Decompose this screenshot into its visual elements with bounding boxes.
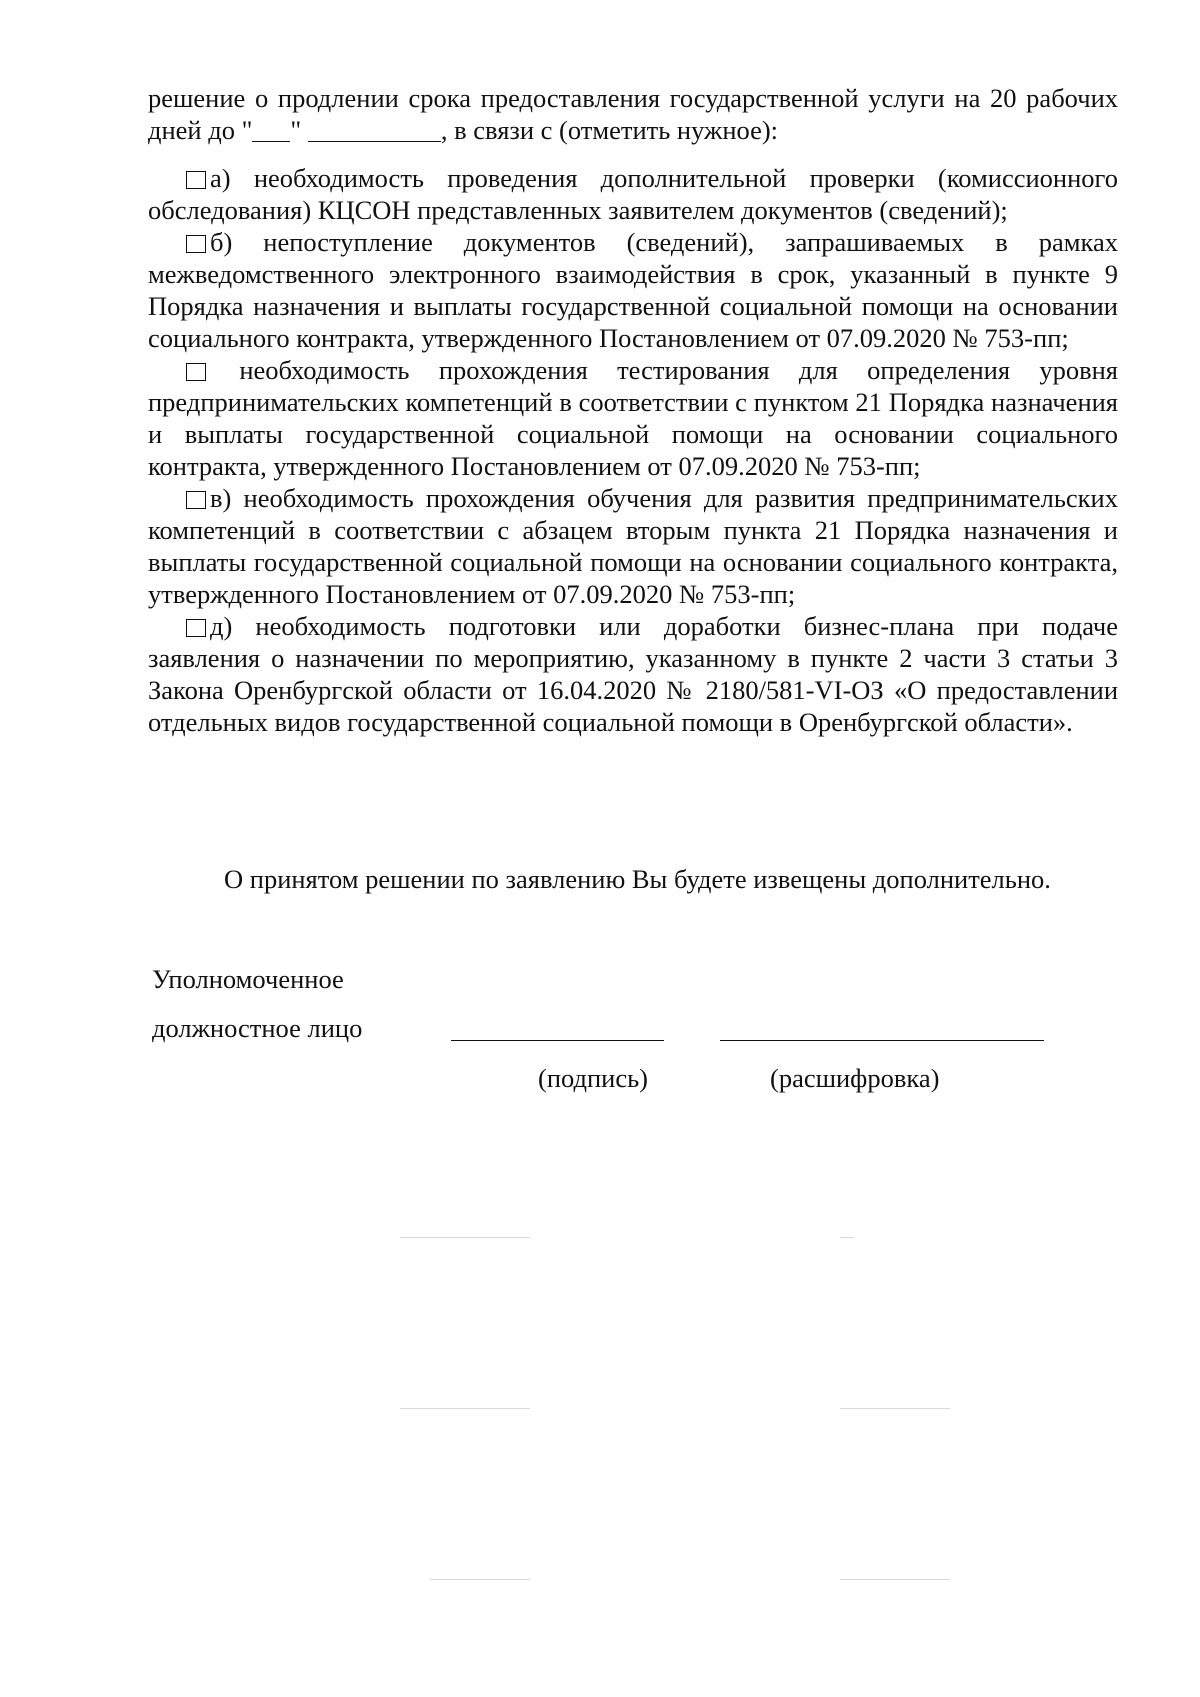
signature-caption: (подпись)	[538, 1063, 649, 1093]
intro-text: решение о продлении срока предоставления государственной услуги на 20 рабочих дней до	[148, 83, 1118, 145]
option-b	[148, 226, 1118, 354]
scan-speck	[840, 1408, 950, 1409]
intro-tail: , в связи с (отметить нужное):	[440, 115, 779, 145]
scan-speck	[840, 1579, 950, 1580]
quote-open: "	[241, 115, 253, 145]
signature-line	[451, 1040, 664, 1041]
option-a-text: а) необходимость проведения дополнительной проверки (комиссионного обследования) КЦСОН представленных заявителем документов (сведений);	[148, 163, 1118, 225]
scan-speck	[840, 1237, 854, 1238]
day-blank	[252, 119, 290, 142]
checkbox-icon[interactable]	[186, 363, 206, 381]
option-testing-text: необходимость прохождения тестирования для определения уровня предпринимательских компетенций в соответствии с пунктом 21 Порядка назначения и выплаты государственной социальной помощи на основании социального контракта, утвержденного Постановлением от 07.09.2020 № 753-пп;	[148, 355, 1118, 481]
option-b-text: б) непоступление документов (сведений), запрашиваемых в рамках межведомственного электронного взаимодействия в срок, указанный в пункте 9 Порядка назначения и выплаты государственной социальной помощи на основании социального контракта, утвержденного Постановлением от 07.09.2020 № 753-пп;	[148, 227, 1118, 353]
option-a	[148, 162, 1118, 226]
signatory-label-line2: должностное лицо	[152, 1013, 363, 1043]
checkbox-icon[interactable]	[186, 171, 206, 189]
intro-paragraph	[148, 82, 1118, 146]
closing-statement: О принятом решении по заявлению Вы будете извещены дополнительно.	[224, 864, 1051, 894]
option-testing	[148, 354, 1118, 482]
option-d	[148, 610, 1118, 738]
options-list	[148, 162, 1118, 738]
scan-speck	[400, 1408, 530, 1409]
option-d-text: д) необходимость подготовки или доработки бизнес-плана при подаче заявления о назначении по мероприятию, указанному в пункте 2 части 3 статьи 3 Закона Оренбургской области от 16.04.2020 № 2180/581-VI-ОЗ «О предоставлении отдельных видов государственной социальной помощи в Оренбургской области».	[148, 611, 1118, 737]
quote-close: "	[290, 115, 302, 145]
signatory-label-line1: Уполномоченное	[152, 964, 344, 994]
month-blank	[308, 119, 441, 142]
checkbox-icon[interactable]	[186, 235, 206, 253]
option-v-text: в) необходимость прохождения обучения для развития предпринимательских компетенций в соответствии с абзацем вторым пункта 21 Порядка назначения и выплаты государственной социальной помощи на основании социального контракта, утвержденного Постановлением от 07.09.2020 № 753-пп;	[148, 483, 1118, 609]
scan-speck	[430, 1579, 530, 1580]
option-v	[148, 482, 1118, 610]
checkbox-icon[interactable]	[186, 619, 206, 637]
scan-speck	[400, 1237, 530, 1238]
decoding-caption: (расшифровка)	[770, 1063, 940, 1093]
checkbox-icon[interactable]	[186, 491, 206, 509]
decoding-line	[720, 1040, 1044, 1041]
